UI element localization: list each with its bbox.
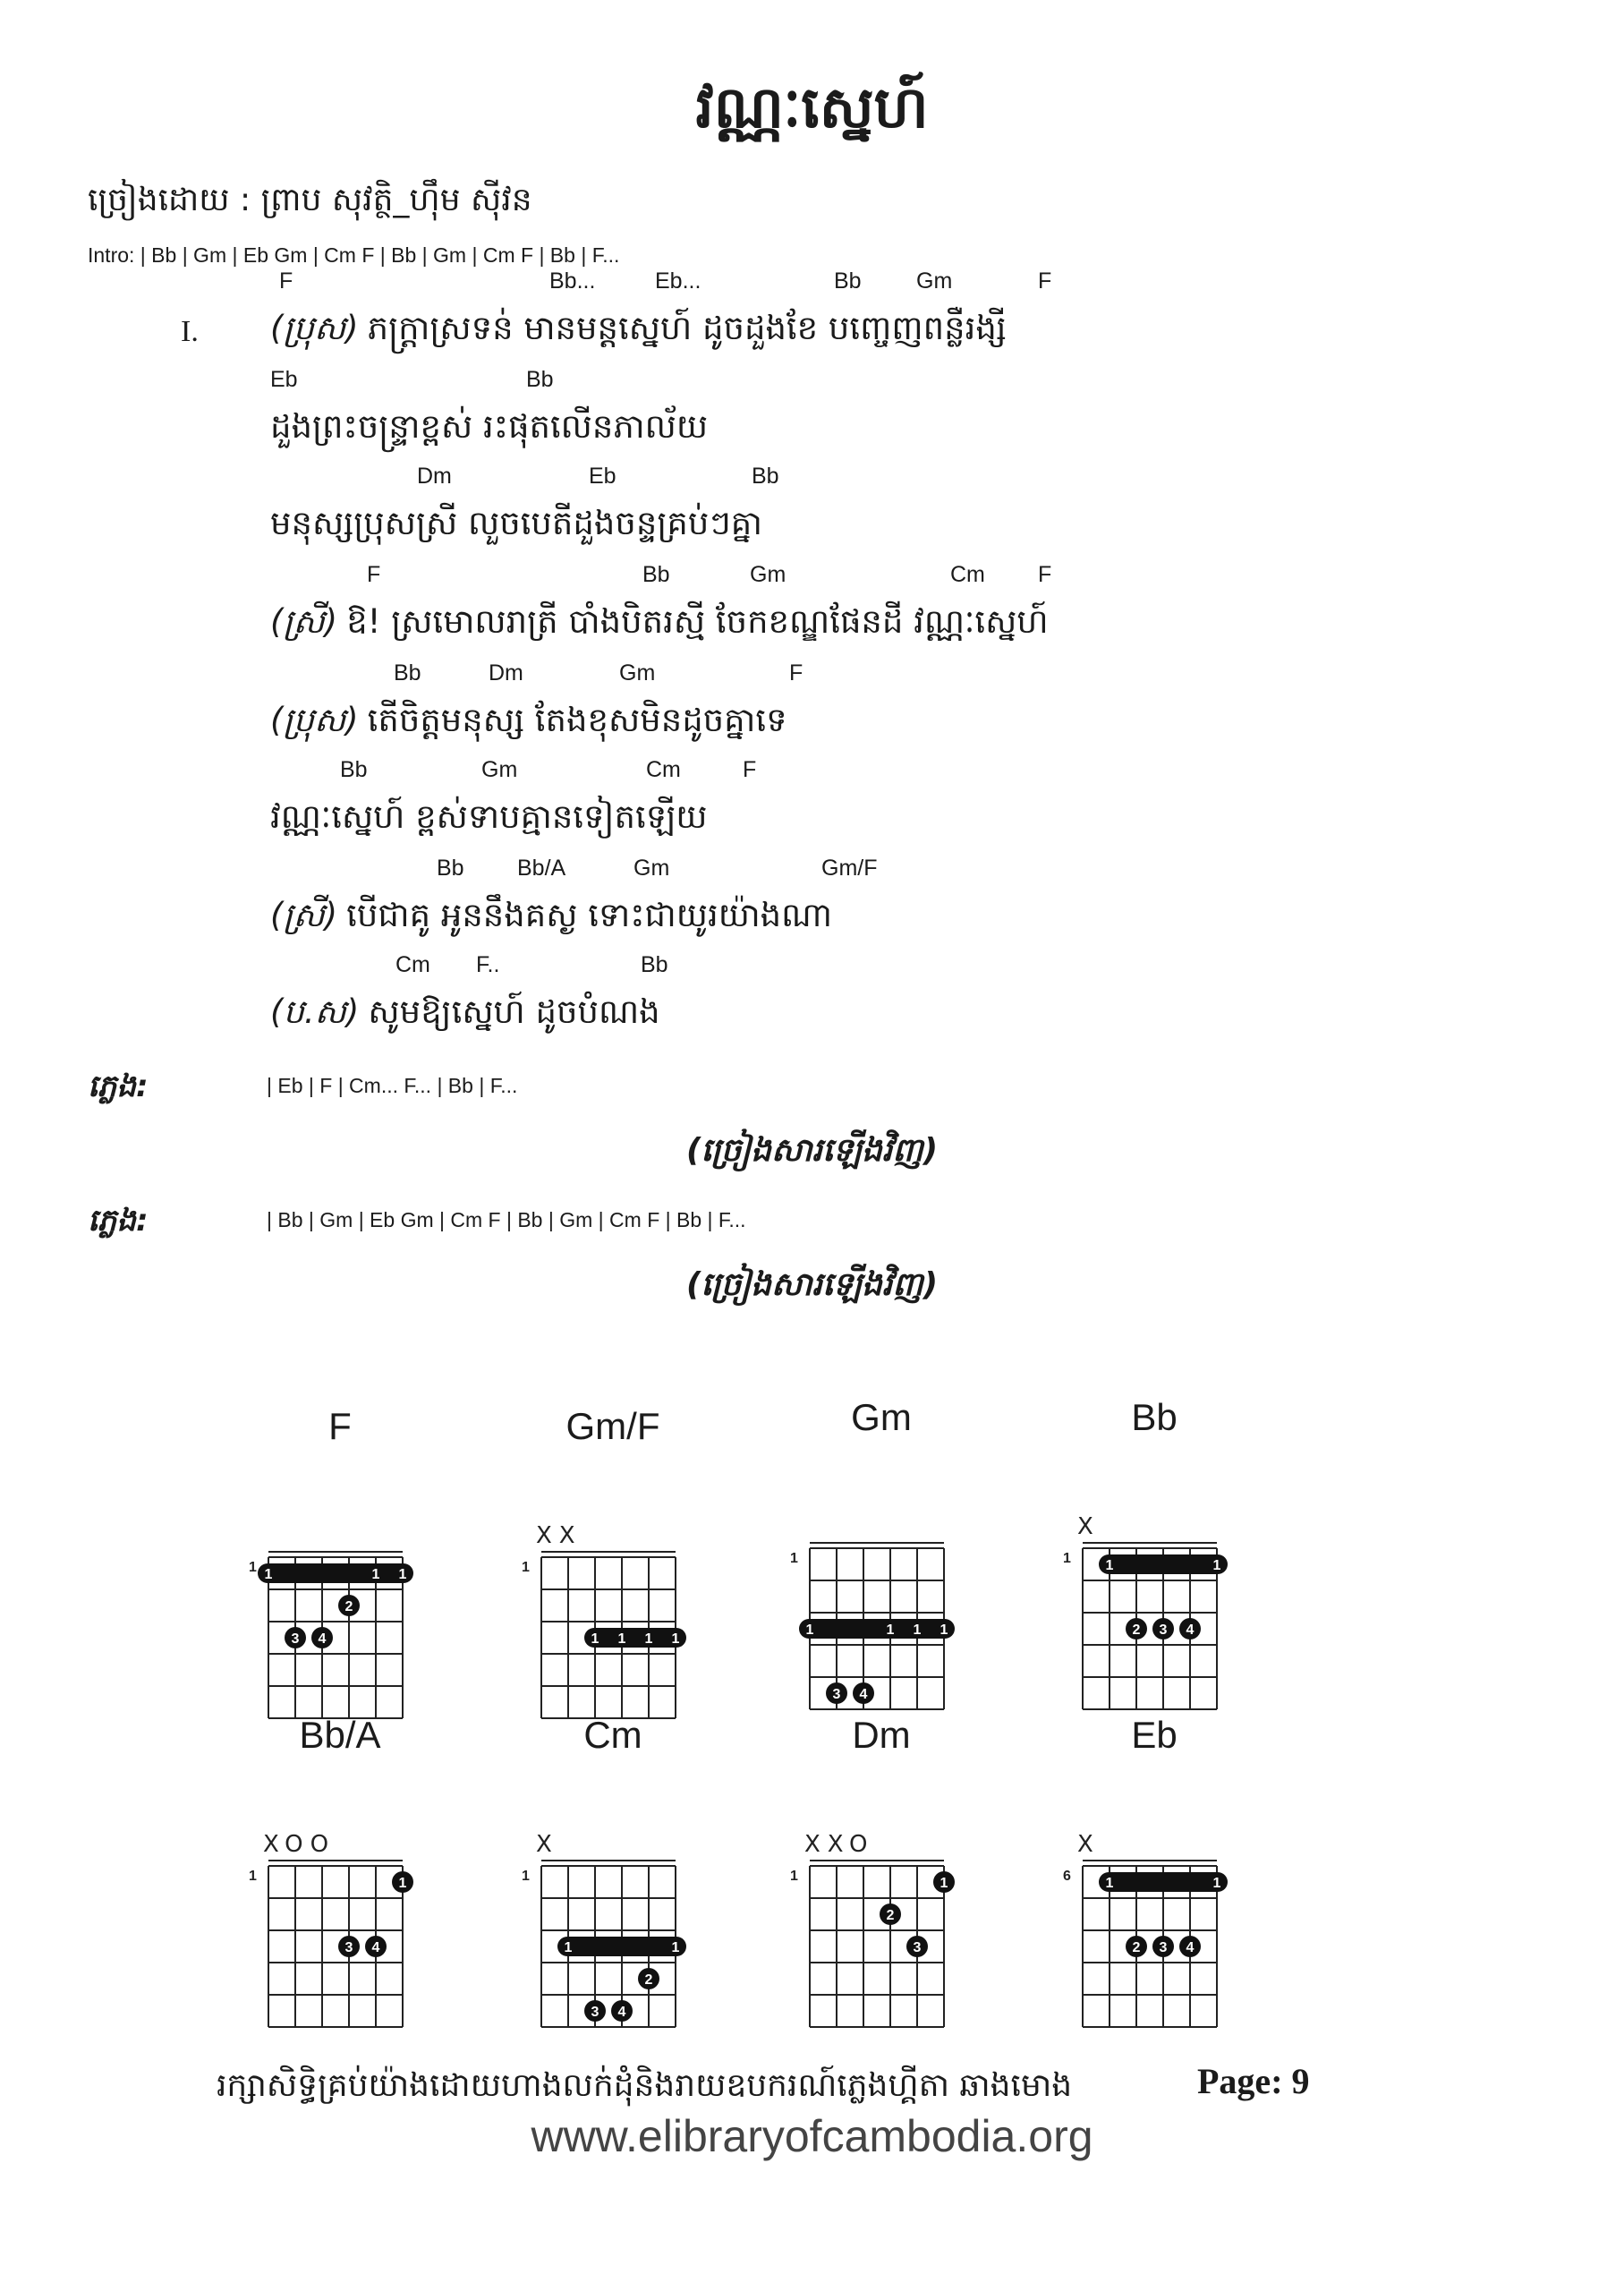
fret-number: 1 — [522, 1869, 530, 1884]
chord-symbol: Cm — [646, 757, 681, 782]
lyric-text: មនុស្សប្រុសស្រី លួចបេតីដួងចន្ទគ្រប់ៗគ្នា — [270, 504, 762, 542]
finger-number: 4 — [1186, 1622, 1195, 1638]
chord-diagram-name: Cm — [583, 1714, 642, 1756]
composer-line: ច្រៀងដោយ : ព្រាប សុវត្ថិ_ហ៊ឹម ស៊ីវន — [88, 182, 532, 218]
chord-diagram-name: Bb — [1131, 1396, 1178, 1438]
lyric-text: ដួងព្រះចន្រ្ទាខ្ពស់ រះផុតលើនភាល័យ — [270, 407, 709, 446]
singer-label: (ប.ស) — [270, 992, 360, 1031]
lyric-text: បើជាគូ អូននឹងគស្ង ទោះជាយូរយ៉ាងណា — [346, 896, 833, 934]
finger-number: 1 — [371, 1567, 380, 1582]
interlude-sequence-1: | Eb | F | Cm... F... | Bb | F... — [267, 1074, 518, 1097]
finger-number: 1 — [805, 1622, 814, 1638]
chord-diagram-name: Dm — [852, 1714, 911, 1756]
finger-number: 1 — [1105, 1558, 1114, 1573]
section-marker: I. — [181, 315, 199, 348]
chord-symbol: Bb — [340, 757, 368, 782]
finger-number: 1 — [644, 1631, 653, 1647]
fret-number: 1 — [249, 1560, 257, 1575]
chord-symbol: Bb — [437, 856, 464, 881]
song-title: វណ្ណៈស្នេហ៍ — [695, 75, 929, 141]
chord-grid — [242, 1459, 438, 1727]
chord-diagram-name: Gm/F — [565, 1405, 660, 1447]
finger-number: 4 — [859, 1687, 868, 1702]
finger-number: 2 — [1132, 1940, 1141, 1955]
finger-number: 1 — [940, 1876, 948, 1891]
finger-number: 1 — [617, 1631, 626, 1647]
finger-number: 4 — [318, 1631, 327, 1647]
chord-symbol: Bb — [394, 660, 421, 686]
fret-number: 1 — [790, 1869, 798, 1884]
finger-number: 1 — [264, 1567, 273, 1582]
barre — [1099, 1872, 1228, 1892]
chord-symbol: F — [367, 562, 381, 587]
finger-number: 1 — [671, 1940, 680, 1955]
chord-symbol: Bb — [642, 562, 670, 587]
open-mute-markers: XXO — [804, 1831, 875, 1858]
lyric-line — [270, 992, 660, 1040]
chord-symbol: Bb — [834, 268, 862, 294]
finger-number: 1 — [1212, 1558, 1221, 1573]
interlude-sequence-2: | Bb | Gm | Eb Gm | Cm F | Bb | Gm | Cm F | Bb | F... — [267, 1208, 746, 1231]
chord-symbol: Eb — [589, 464, 616, 489]
finger-number: 3 — [1159, 1622, 1168, 1638]
chord-symbol: Bb — [641, 952, 668, 977]
interlude-label-1: ភ្លេង: — [88, 1069, 149, 1104]
finger-number: 3 — [291, 1631, 300, 1647]
repeat-note-2: (ច្រៀងសារឡើងវិញ) — [685, 1266, 939, 1303]
finger-number: 3 — [913, 1940, 922, 1955]
singer-label: (ប្រុស) — [270, 309, 359, 347]
chord-grid — [242, 1767, 438, 2036]
lyric-line — [270, 796, 707, 845]
finger-number: 4 — [1186, 1940, 1195, 1955]
open-mute-markers: X — [536, 1831, 559, 1858]
chord-symbol: F — [279, 268, 293, 294]
finger-number: 3 — [1159, 1940, 1168, 1955]
chord-symbol: Eb — [270, 367, 298, 392]
open-mute-markers: XOO — [263, 1831, 336, 1858]
finger-number: 1 — [671, 1631, 680, 1647]
fret-number: 6 — [1063, 1869, 1071, 1884]
lyric-text: វណ្ណៈស្នេហ៍ ខ្ពស់ទាបគ្មានទៀតឡើយ — [270, 797, 708, 836]
chord-grid — [1056, 1767, 1253, 2036]
copyright-notice: រក្សាសិទ្ធិគ្រប់យ៉ាងដោយហាងលក់ដុំនិងរាយឧបករណ៍ភ្លេងហ្គីតា ឆាងមោង — [217, 2067, 1073, 2104]
chord-symbol: Bb — [526, 367, 554, 392]
chord-symbol: F.. — [476, 952, 500, 977]
finger-number: 4 — [617, 2005, 626, 2020]
fret-number: 1 — [1063, 1551, 1071, 1566]
chord-symbol: Cm — [950, 562, 985, 587]
chord-grid — [514, 1459, 711, 1727]
chord-symbol: Gm — [633, 856, 670, 881]
chord-symbol: F — [1038, 268, 1052, 294]
website-url: www.elibraryofcambodia.org — [531, 2111, 1093, 2161]
finger-number: 2 — [886, 1908, 895, 1923]
open-mute-markers: XX — [536, 1522, 582, 1549]
lyric-line — [270, 503, 762, 551]
open-mute-markers: X — [1077, 1513, 1101, 1540]
finger-number: 1 — [886, 1622, 895, 1638]
chord-symbol: Gm — [619, 660, 656, 686]
chord-grid — [783, 1767, 980, 2036]
lyric-text: ឱ! ស្រមោលរាត្រី បាំងបិតរស្មី ចែកខណ្ឌផែនដី វណ្ណៈស្នេហ៍ — [346, 602, 1049, 641]
chord-symbol: Dm — [489, 660, 523, 686]
lyric-line — [270, 700, 787, 748]
finger-number: 4 — [371, 1940, 380, 1955]
barre — [1099, 1554, 1228, 1574]
chord-symbol: Eb... — [655, 268, 701, 294]
lyric-text: សូមឱ្យស្នេហ៍ ដូចបំណង — [368, 992, 660, 1031]
chord-diagram-name: Bb/A — [299, 1714, 381, 1756]
chord-symbol: Bb — [752, 464, 779, 489]
singer-label: (ស្រី) — [270, 896, 338, 934]
barre — [799, 1619, 955, 1639]
finger-number: 1 — [564, 1940, 573, 1955]
chord-diagram-name: F — [328, 1405, 352, 1447]
chord-symbol: Bb... — [549, 268, 596, 294]
singer-label: (ប្រុស) — [270, 701, 359, 739]
chord-grid — [1056, 1450, 1253, 1718]
finger-number: 1 — [1105, 1876, 1114, 1891]
lyric-line — [270, 308, 1007, 356]
finger-number: 2 — [1132, 1622, 1141, 1638]
finger-number: 1 — [398, 1567, 407, 1582]
singer-label: (ស្រី) — [270, 602, 338, 641]
chord-symbol: Cm — [395, 952, 430, 977]
chord-symbol: Gm/F — [821, 856, 878, 881]
repeat-note-1: (ច្រៀងសារឡើងវិញ) — [685, 1132, 939, 1169]
lyric-text: តើចិត្តមនុស្ស តែងខុសមិនដូចគ្នាទេ — [367, 701, 787, 739]
barre — [258, 1563, 413, 1583]
finger-number: 1 — [398, 1876, 407, 1891]
finger-number: 2 — [644, 1972, 653, 1988]
chord-symbol: Gm — [481, 757, 518, 782]
chord-symbol: F — [1038, 562, 1052, 587]
fret-number: 1 — [522, 1560, 530, 1575]
lyric-line — [270, 406, 708, 455]
fret-number: 1 — [790, 1551, 798, 1566]
chord-symbol: Gm — [916, 268, 953, 294]
chord-symbol: F — [743, 757, 757, 782]
barre — [557, 1937, 686, 1956]
intro-sequence: Intro: | Bb | Gm | Eb Gm | Cm F | Bb | Gm | Cm F | Bb | F... — [88, 243, 620, 267]
finger-number: 3 — [344, 1940, 353, 1955]
chord-grid — [514, 1767, 711, 2036]
chord-symbol: Bb/A — [517, 856, 566, 881]
finger-number: 2 — [344, 1599, 353, 1614]
page-number: Page: 9 — [1197, 2061, 1310, 2101]
chord-symbol: Dm — [417, 464, 452, 489]
finger-number: 3 — [832, 1687, 841, 1702]
finger-number: 3 — [591, 2005, 599, 2020]
interlude-label-2: ភ្លេង: — [88, 1203, 149, 1239]
chord-symbol: Gm — [750, 562, 786, 587]
chord-diagram-name: Eb — [1131, 1714, 1178, 1756]
lyric-text: ភក្រ្តាស្រទន់ មានមន្តស្នេហ៍ ដូចដួងខែ បញ្ចេញពន្លឺរង្សី — [367, 309, 1007, 347]
chord-symbol: F — [789, 660, 803, 686]
fret-number: 1 — [249, 1869, 257, 1884]
finger-number: 1 — [591, 1631, 599, 1647]
chord-diagram-name: Gm — [851, 1396, 912, 1438]
finger-number: 1 — [940, 1622, 948, 1638]
finger-number: 1 — [913, 1622, 922, 1638]
finger-number: 1 — [1212, 1876, 1221, 1891]
lyric-line — [270, 601, 1049, 650]
chord-grid — [783, 1450, 980, 1718]
open-mute-markers: X — [1077, 1831, 1101, 1858]
lyric-line — [270, 895, 832, 943]
